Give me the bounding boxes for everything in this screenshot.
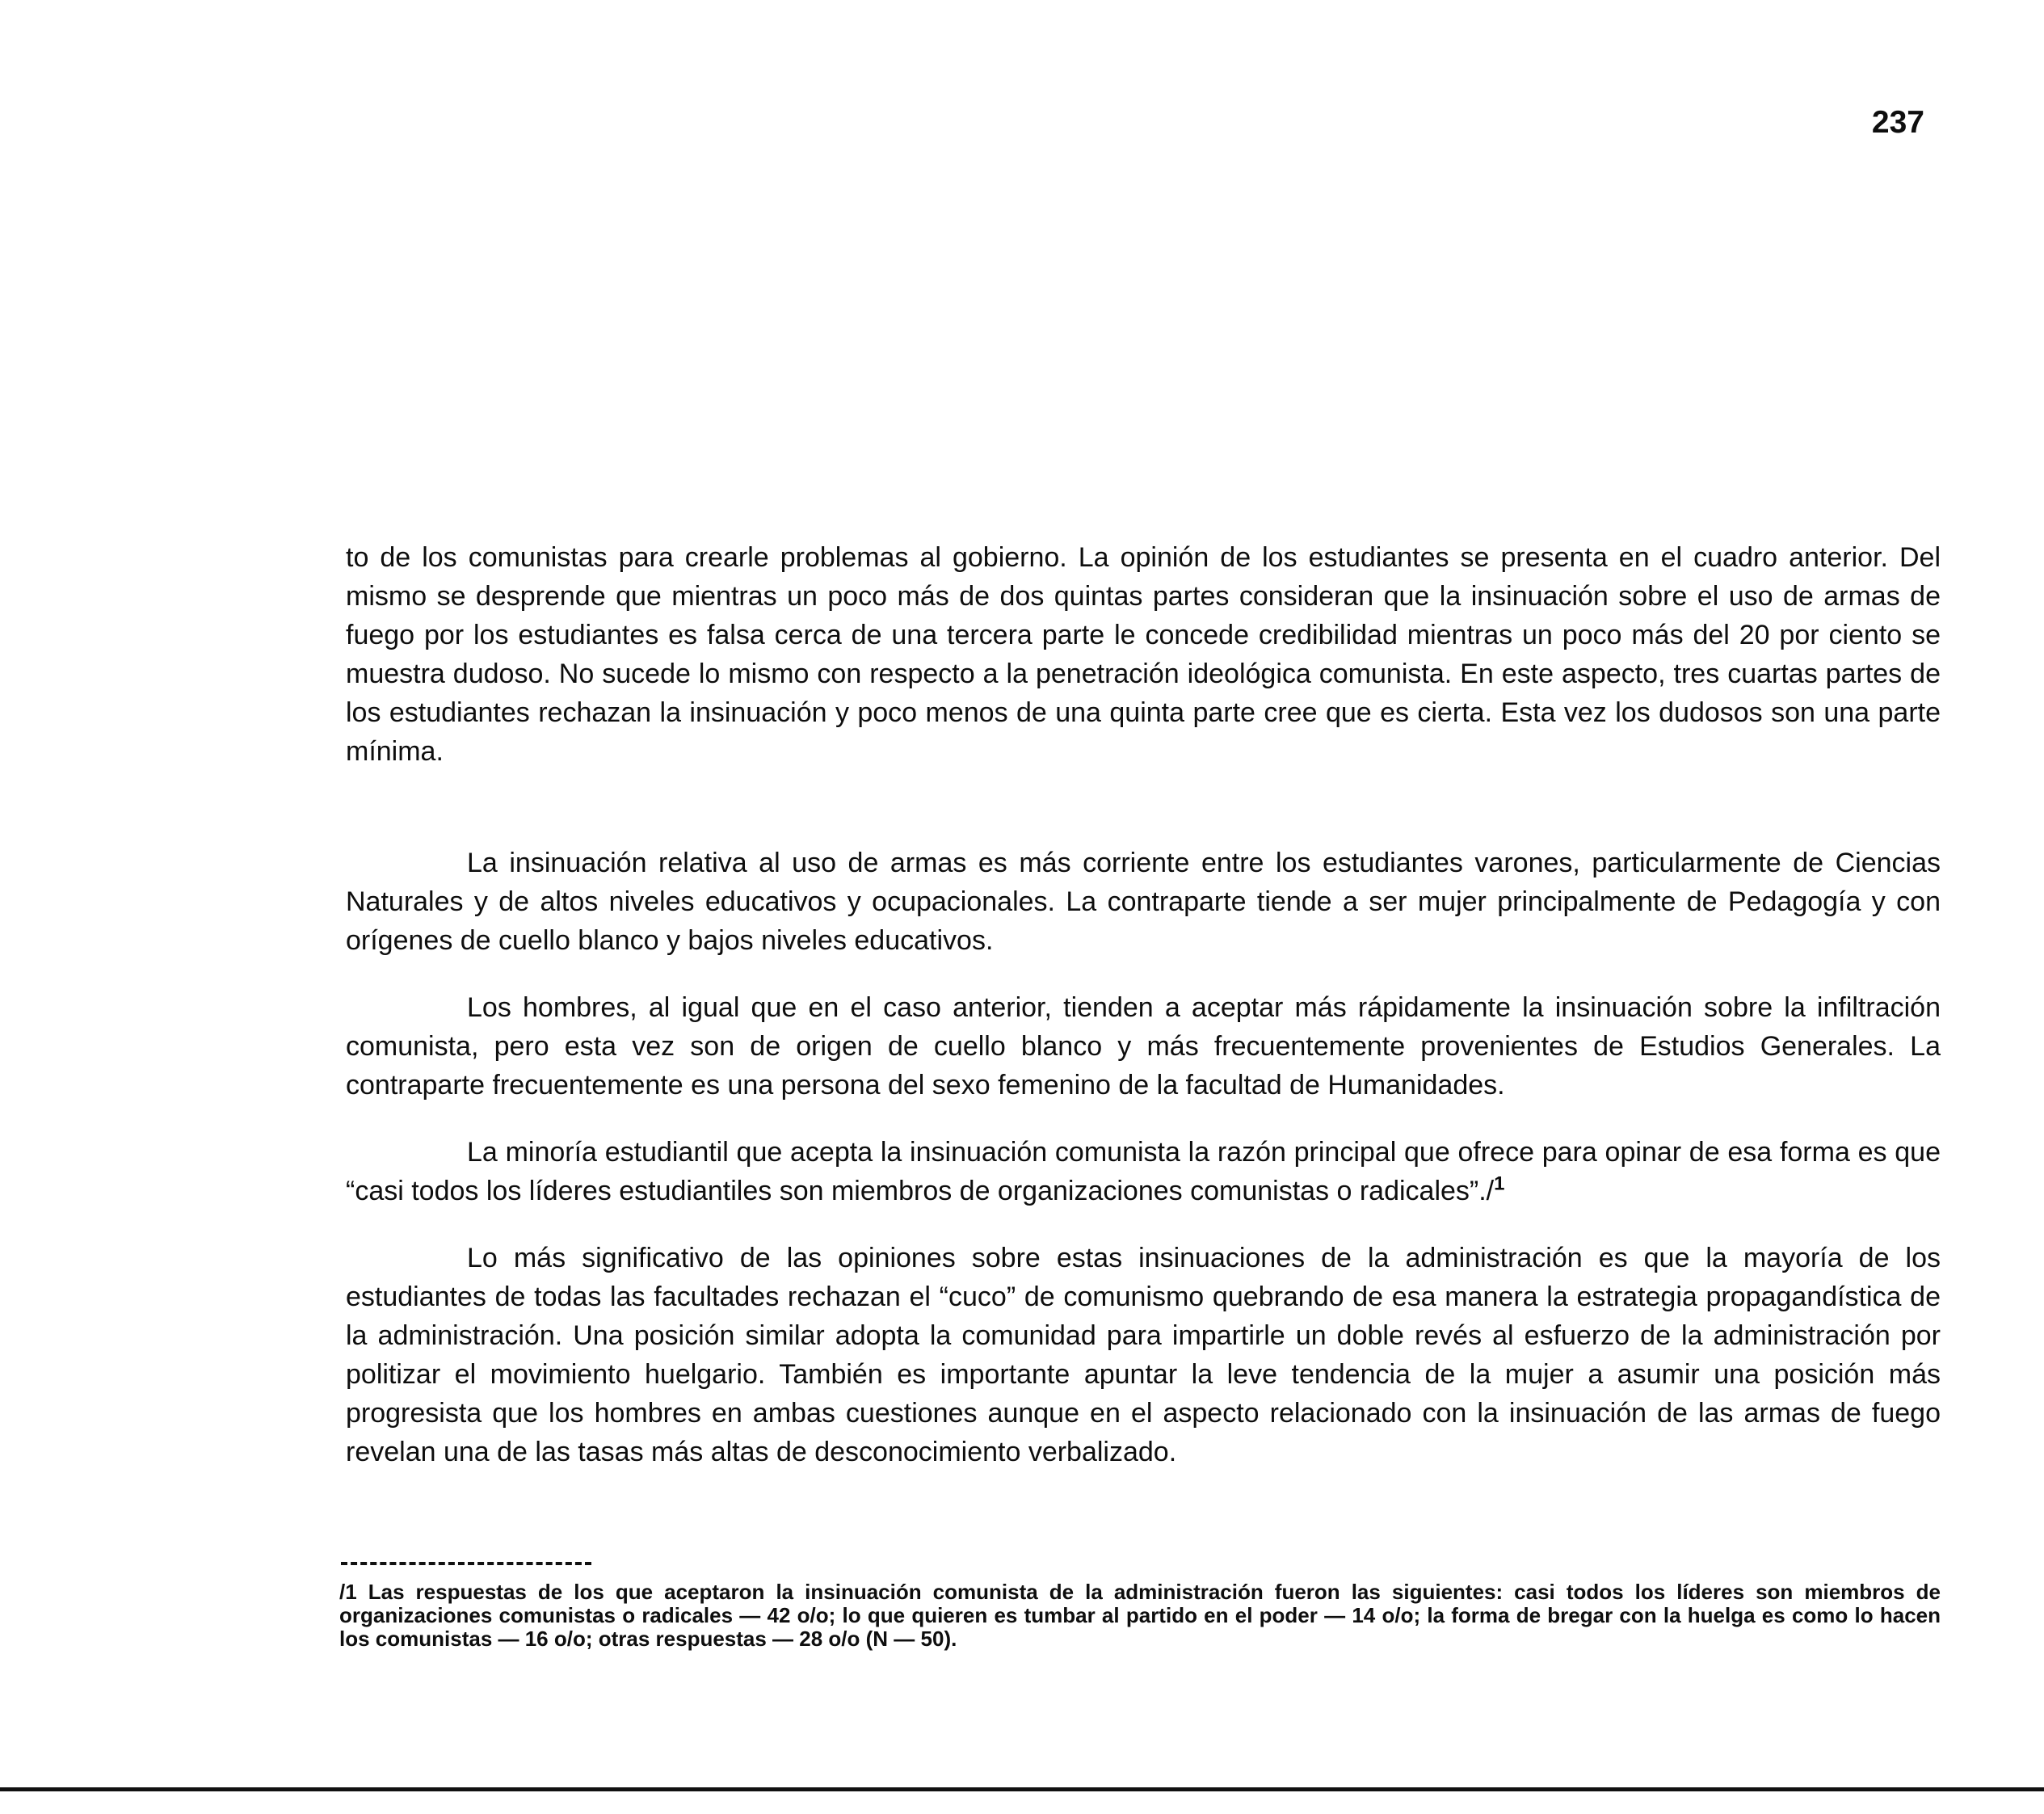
paragraph-4 [346, 1133, 1941, 1210]
page-number: 237 [1871, 105, 1924, 140]
paragraph-3: Los hombres, al igual que en el caso anterior, tienden a aceptar más rápidamente la insinuación sobre la infiltración comunista, pero esta vez son de origen de cuello blanco y más frecuentemente provenientes de Estudios Generales. La contraparte frecuentemente es una persona del sexo femenino de la facultad de Humanidades. [346, 992, 1941, 1101]
paragraph-2: La insinuación relativa al uso de armas es más corriente entre los estudiantes varones, particularmente de Ciencias Naturales y de altos niveles educativos y ocupacionales. La contraparte tiende a ser mujer principalmente de Pedagogía y con orígenes de cuello blanco y bajos niveles educativos. [346, 848, 1941, 956]
paragraph-5: Lo más significativo de las opiniones sobre estas insinuaciones de la administración es que la mayoría de los estudiantes de todas las facultades rechazan el “cuco” de comunismo quebrando de esa manera la estrategia propagandística de la administración. Una posición similar adopta la comunidad para impartirle un doble revés al esfuerzo de la administración por politizar el movimiento huelgario. También es importante apuntar la leve tendencia de la mujer a asumir una posición más progresista que los hombres en ambas cuestiones aunque en el aspecto relacionado con la insinuación de las armas de fuego revelan una de las tasas más altas de desconocimiento verbalizado. [346, 1243, 1941, 1467]
page-bottom-rule [0, 1787, 2044, 1791]
paragraph-1: to de los comunistas para crearle problemas al gobierno. La opinión de los estudiantes se presenta en el cuadro anterior. Del mismo se desprende que mientras un poco más de dos quintas partes consideran que la insinuación sobre el uso de armas de fuego por los estudiantes es falsa cerca de una tercera parte le concede credibilidad mientras un poco más del 20 por ciento se muestra dudoso. No sucede lo mismo con respecto a la penetración ideológica comunista. En este aspecto, tres cuartas partes de los estudiantes rechazan la insinuación y poco menos de una quinta parte cree que es cierta. Esta vez los dudosos son una parte mínima. [346, 542, 1941, 767]
footnote-reference: 1 [1494, 1172, 1505, 1195]
footnote-separator [341, 1562, 591, 1565]
paragraph-4-text: La minoría estudiantil que acepta la insinuación comunista la razón principal que ofrece para opinar de esa forma es que “casi todos los líderes estudiantiles son miembros de organizaciones comunistas o radicales”./ [346, 1137, 1941, 1206]
footnote: /1 Las respuestas de los que aceptaron la insinuación comunista de la administración fueron las siguientes: casi todos los líderes son miembros de organizaciones comunistas o radicales — 42 o/o; lo que quieren es tumbar al partido en el poder — 14 o/o; la forma de bregar con la huelga es como lo hacen los comunistas — 16 o/o; otras respuestas — 28 o/o (N — 50). [339, 1580, 1941, 1651]
